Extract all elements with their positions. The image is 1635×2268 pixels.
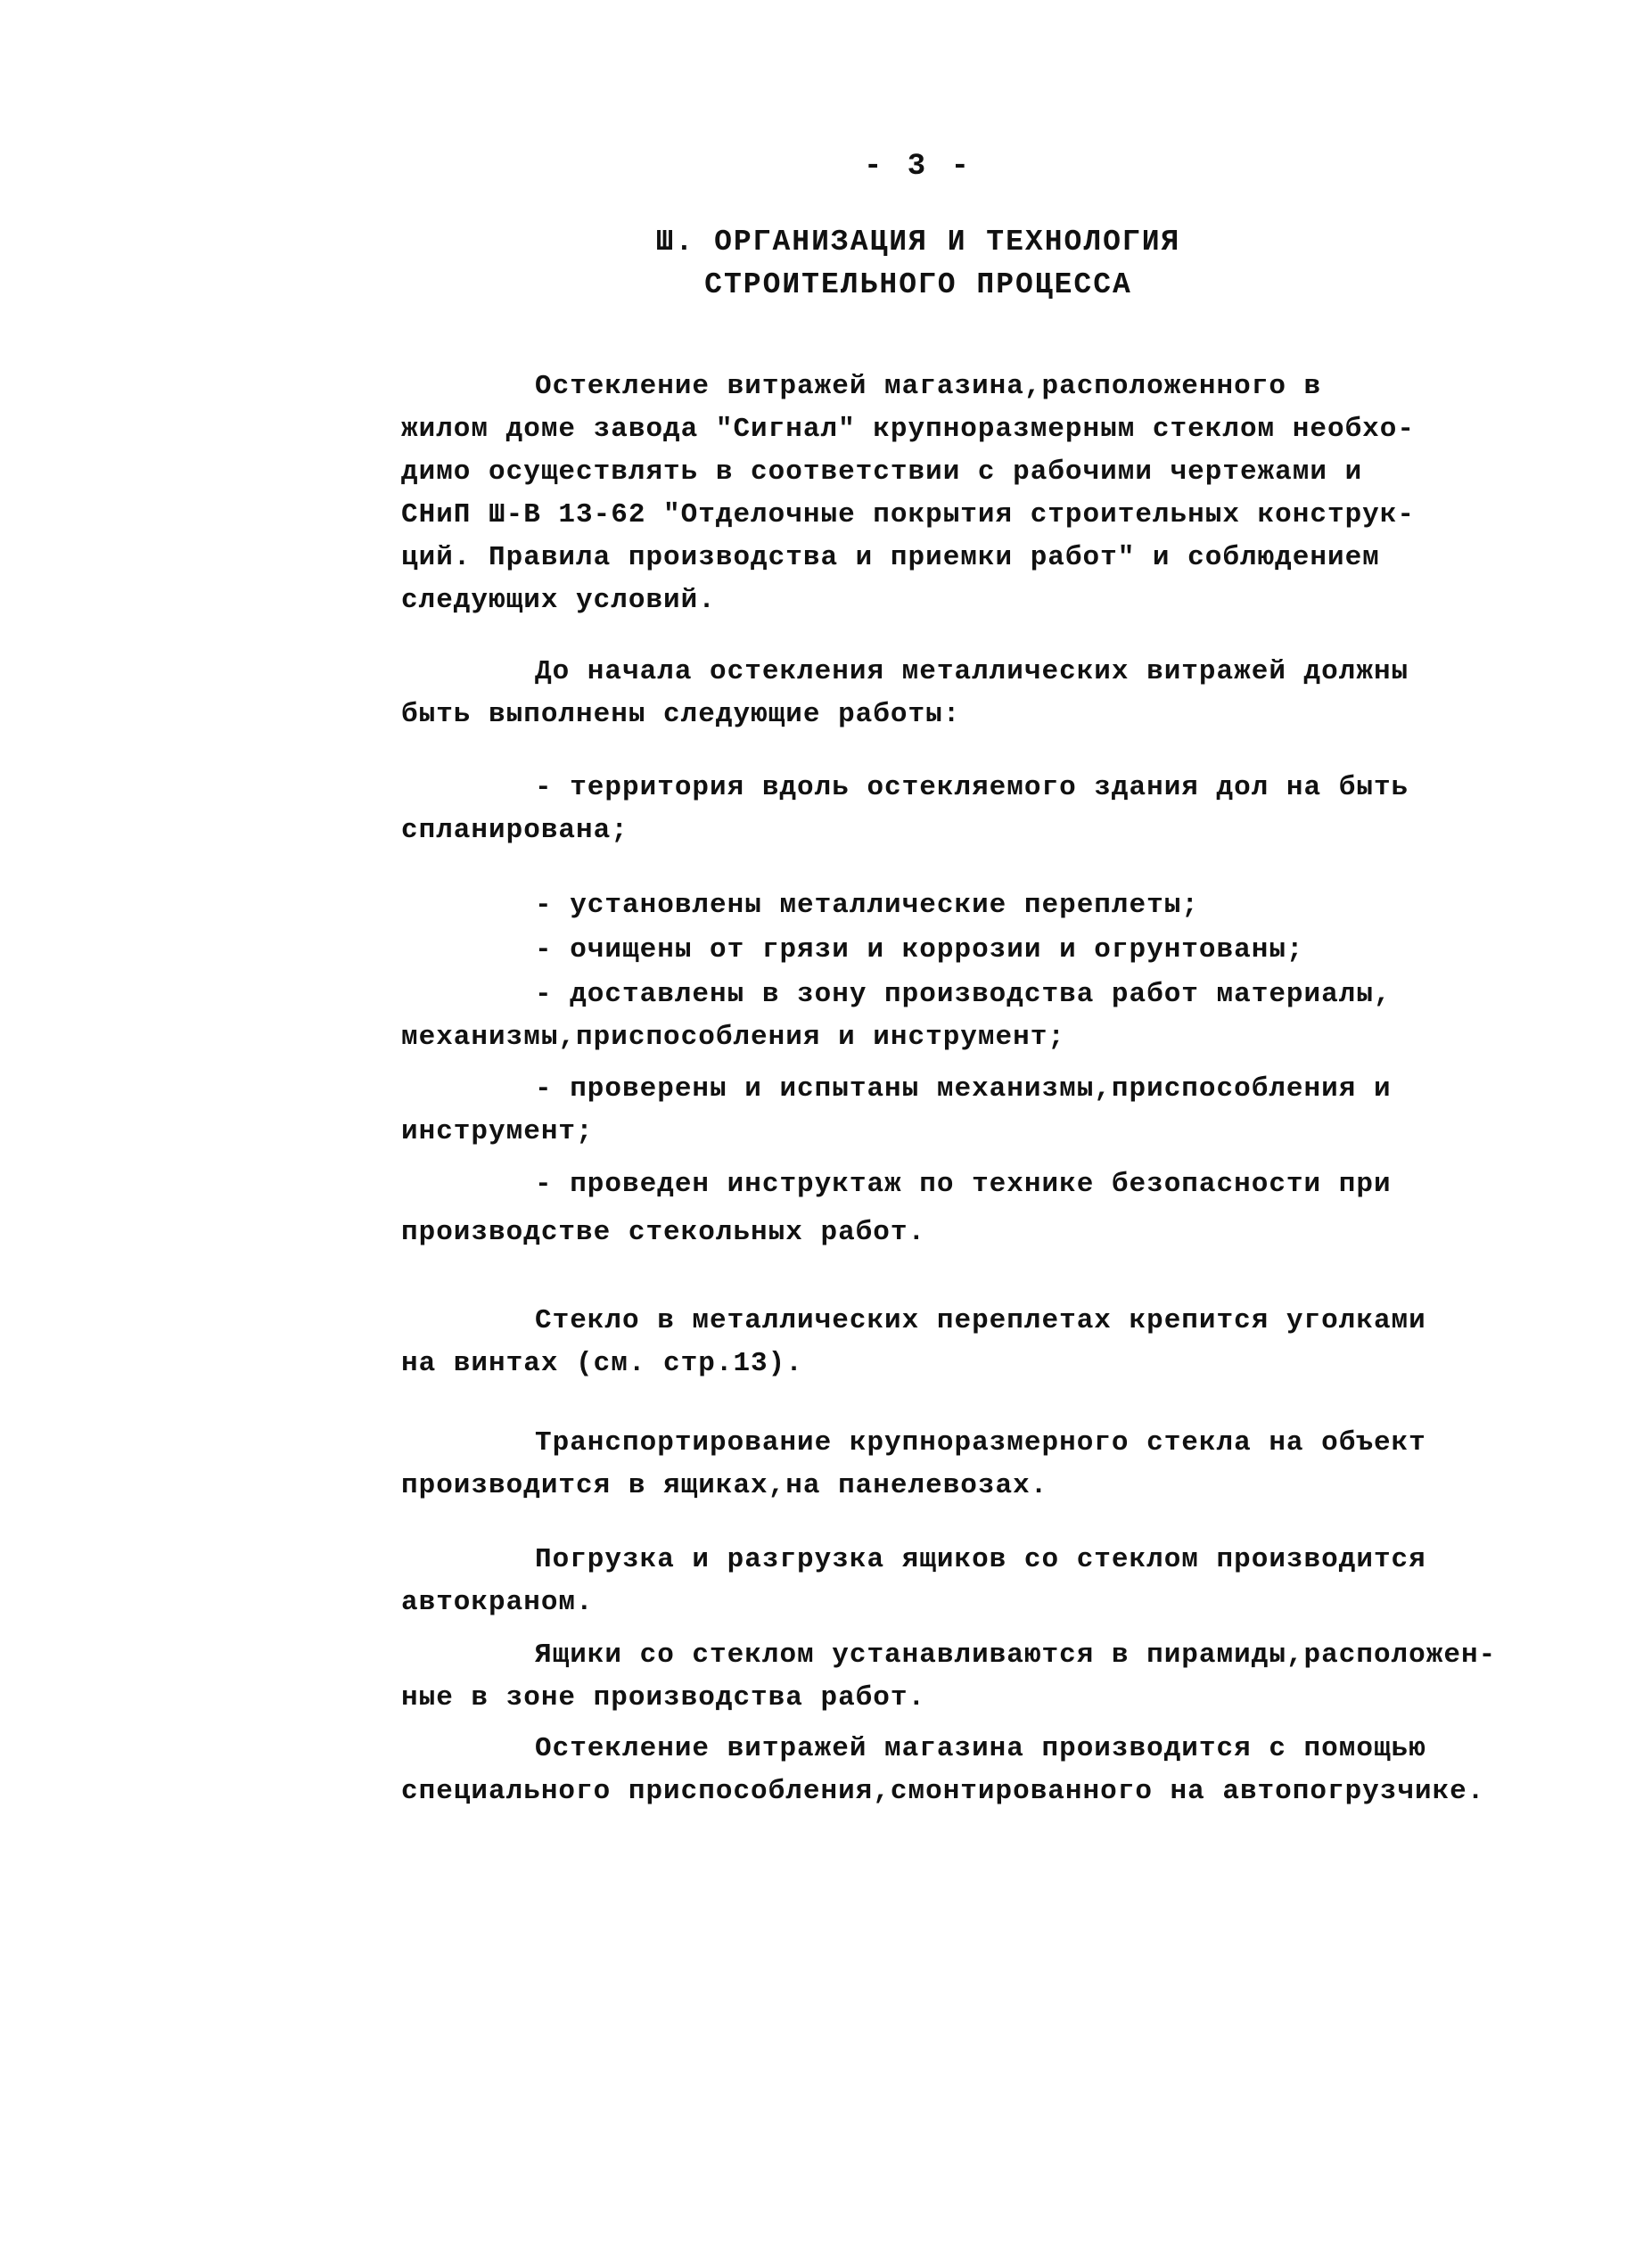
- paragraph-line: ций. Правила производства и приемки работ" и соблюдением: [401, 542, 1380, 573]
- paragraph-line: жилом доме завода "Сигнал" крупноразмерным стеклом необхо-: [401, 414, 1415, 445]
- section-heading-line-1: Ш. ОРГАНИЗАЦИЯ И ТЕХНОЛОГИЯ: [655, 226, 1181, 259]
- list-item-frames: [401, 884, 1516, 927]
- list-item-tested: [401, 1068, 1516, 1154]
- paragraph-line: производится в ящиках,на панелевозах.: [401, 1470, 1048, 1501]
- paragraph-line: СНиП Ш-В 13-62 "Отделочные покрытия строительных конструк-: [401, 499, 1415, 530]
- paragraph-glazing-method: [401, 1728, 1516, 1813]
- paragraph-first-line: - проверены и испытаны механизмы,приспособления и: [535, 1073, 1392, 1105]
- paragraph-line: быть выполнены следующие работы:: [401, 699, 961, 730]
- paragraph-first-line: - установлены металлические переплеты;: [535, 890, 1199, 921]
- paragraph-line: на винтах (см. стр.13).: [401, 1348, 803, 1379]
- paragraph-line: димо осуществлять в соответствии с рабочими чертежами и: [401, 456, 1363, 488]
- paragraph-first-line: - территория вдоль остекляемого здания дол на быть: [535, 772, 1409, 803]
- paragraph-line: спланирована;: [401, 815, 629, 846]
- paragraph-line: специального приспособления,смонтированного на автопогрузчике.: [401, 1776, 1485, 1807]
- paragraph-line: инструмент;: [401, 1116, 594, 1147]
- paragraph-boxes: [401, 1634, 1516, 1720]
- paragraph-first-line: - доставлены в зону производства работ материалы,: [535, 979, 1392, 1010]
- paragraph-line: ные в зоне производства работ.: [401, 1682, 926, 1713]
- paragraph-first-line: Остекление витражей магазина производится с помощью: [535, 1733, 1426, 1764]
- paragraph-line: автокраном.: [401, 1587, 594, 1618]
- paragraph-loading: [401, 1539, 1516, 1624]
- paragraph-first-line: - проведен инструктаж по технике безопасности при: [535, 1169, 1392, 1200]
- section-heading: [0, 221, 1635, 307]
- paragraph-first-line: До начала остекления металлических витражей должны: [535, 656, 1409, 687]
- paragraph-line: следующих условий.: [401, 585, 716, 616]
- paragraph-line: производстве стекольных работ.: [401, 1217, 926, 1248]
- paragraph-first-line: Ящики со стеклом устанавливаются в пирамиды,расположен-: [535, 1639, 1497, 1671]
- paragraph-glass-fixing: [401, 1300, 1516, 1385]
- paragraph-first-line: Транспортирование крупноразмерного стекла на объект: [535, 1427, 1426, 1459]
- paragraph-first-line: Погрузка и разгрузка ящиков со стеклом производится: [535, 1544, 1426, 1575]
- section-heading-line-2: СТРОИТЕЛЬНОГО ПРОЦЕССА: [704, 268, 1132, 301]
- paragraph-first-line: Остекление витражей магазина,расположенного в: [535, 371, 1322, 402]
- list-item-delivered: [401, 974, 1516, 1059]
- list-item-cleaned: [401, 929, 1516, 972]
- list-item-briefing: [401, 1163, 1516, 1254]
- page-number: - 3 -: [863, 150, 974, 184]
- paragraph-preconditions: [401, 651, 1516, 736]
- paragraph-first-line: - очищены от грязи и коррозии и огрунтованы;: [535, 934, 1304, 966]
- paragraph-glazing-intro: [401, 366, 1516, 622]
- paragraph-transport: [401, 1422, 1516, 1508]
- paragraph-line: механизмы,приспособления и инструмент;: [401, 1022, 1065, 1053]
- paragraph-first-line: Стекло в металлических переплетах крепится уголками: [535, 1305, 1426, 1336]
- list-item-territory: [401, 767, 1516, 852]
